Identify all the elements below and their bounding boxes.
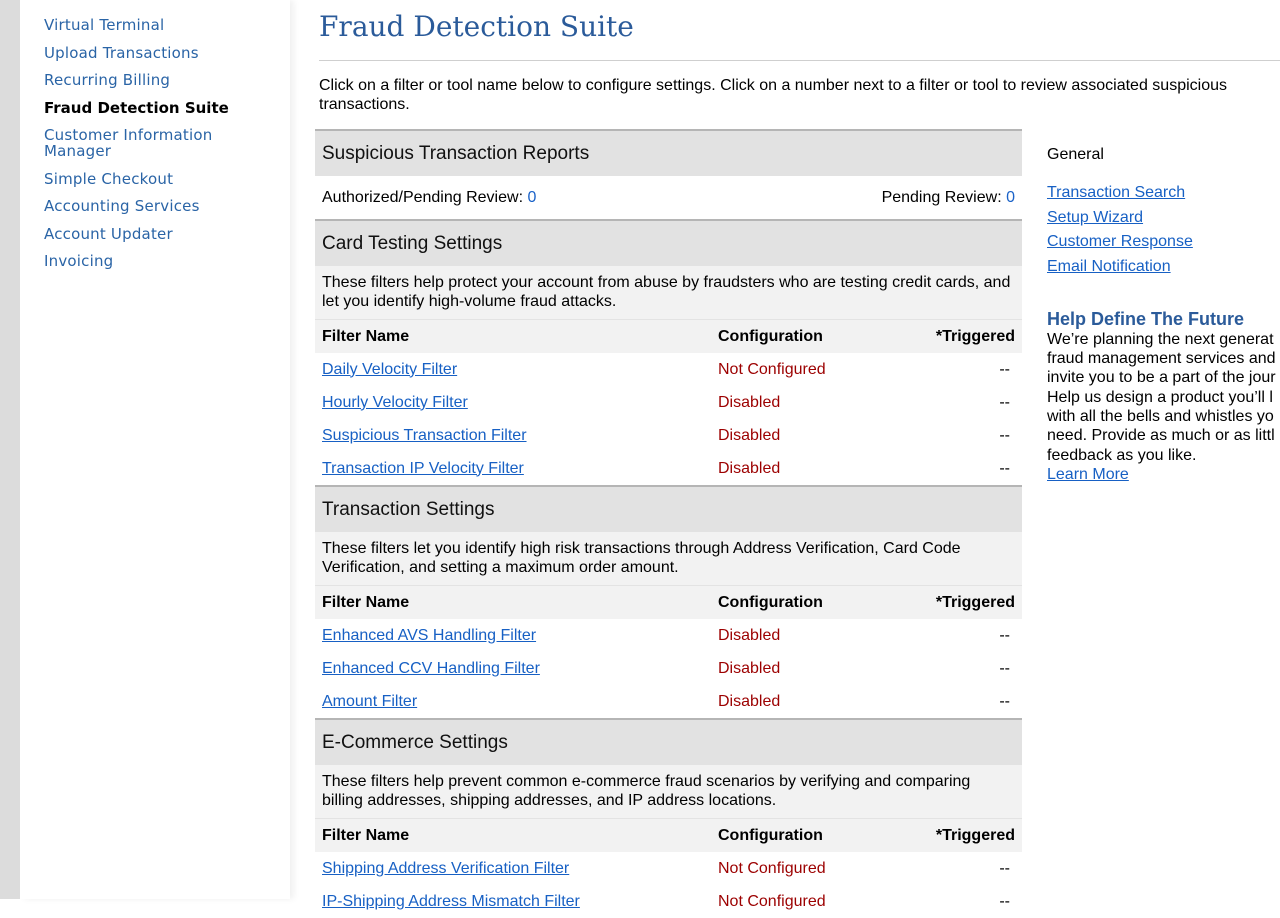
sidebar-item-invoicing[interactable] bbox=[44, 253, 290, 269]
filter-triggered-count: -- bbox=[999, 426, 1010, 444]
sidebar-item-account-updater[interactable] bbox=[44, 226, 290, 242]
learn-more-link[interactable]: Learn More bbox=[1047, 465, 1129, 483]
table-row bbox=[315, 885, 1022, 918]
filter-triggered-count: -- bbox=[925, 685, 1022, 719]
filter-config-status: Disabled bbox=[711, 685, 925, 719]
authorized-pending-count-link[interactable]: 0 bbox=[527, 188, 537, 206]
sidebar-item-label[interactable]: Accounting Services bbox=[44, 197, 200, 215]
filter-config-status: Not Configured bbox=[718, 360, 826, 378]
sidebar-item-label[interactable]: Customer Information Manager bbox=[44, 126, 213, 160]
sidebar-item-fraud-detection-suite[interactable] bbox=[44, 100, 290, 116]
column-header-configuration: Configuration bbox=[711, 586, 925, 620]
transaction-settings-description: These filters let you identify high risk transactions through Address Verification, Card Code Verification, and setting a maximum order amount. bbox=[315, 532, 1022, 585]
filter-triggered-count: -- bbox=[999, 626, 1010, 644]
authorized-pending-label: Authorized/Pending Review: bbox=[322, 188, 524, 206]
card-testing-description: These filters help protect your account from abuse by fraudsters who are testing credit cards, and let you identify high-volume fraud attacks. bbox=[315, 266, 1022, 319]
page-title: Fraud Detection Suite bbox=[319, 10, 634, 43]
column-header-configuration: Configuration bbox=[711, 320, 925, 354]
sidebar-item-label[interactable]: Recurring Billing bbox=[44, 71, 171, 89]
sidebar-item-label[interactable]: Simple Checkout bbox=[44, 169, 174, 188]
column-header-triggered: *Triggered bbox=[925, 320, 1022, 354]
column-header-configuration: Configuration bbox=[711, 819, 925, 853]
transaction-search-link[interactable]: Transaction Search bbox=[1047, 184, 1186, 201]
help-define-future-title: Help Define The Future bbox=[1047, 308, 1245, 329]
filter-link-shipping-address-verification[interactable]: Shipping Address Verification Filter bbox=[322, 859, 570, 877]
table-row bbox=[315, 685, 1022, 719]
filter-link-ip-shipping-mismatch[interactable]: IP-Shipping Address Mismatch Filter bbox=[322, 892, 580, 910]
help-text-line: fraud management services and bbox=[1047, 350, 1276, 368]
sidebar-nav bbox=[20, 0, 290, 899]
authorized-pending-review bbox=[322, 189, 536, 207]
general-links bbox=[1047, 181, 1280, 280]
ecommerce-settings-header: E-Commerce Settings bbox=[315, 720, 1022, 765]
filter-link-transaction-ip-velocity[interactable]: Transaction IP Velocity Filter bbox=[322, 459, 524, 477]
table-row bbox=[315, 452, 1022, 486]
table-header-row bbox=[315, 819, 1022, 853]
help-text-line: with all the bells and whistles yo bbox=[1047, 408, 1274, 425]
reports-header: Suspicious Transaction Reports bbox=[315, 131, 1022, 176]
table-row bbox=[315, 419, 1022, 452]
filter-triggered-count: -- bbox=[999, 892, 1010, 910]
sidebar-item-simple-checkout[interactable] bbox=[44, 171, 290, 187]
email-notification-link[interactable]: Email Notification bbox=[1047, 258, 1171, 276]
table-row bbox=[315, 652, 1022, 685]
sidebar-item-label[interactable]: Upload Transactions bbox=[44, 43, 199, 62]
sidebar-item-label[interactable]: Virtual Terminal bbox=[44, 16, 165, 34]
help-text-line: invite you to be a part of the jour bbox=[1047, 369, 1276, 387]
sidebar-item-upload-transactions[interactable] bbox=[44, 45, 290, 61]
filter-link-hourly-velocity[interactable]: Hourly Velocity Filter bbox=[322, 393, 468, 411]
table-row bbox=[315, 619, 1022, 652]
help-text-line: Help us design a product you’ll l bbox=[1047, 388, 1273, 406]
sidebar-item-virtual-terminal[interactable] bbox=[44, 17, 290, 33]
column-header-filter-name: Filter Name bbox=[315, 819, 711, 853]
filter-config-status: Disabled bbox=[718, 626, 781, 644]
column-header-triggered: *Triggered bbox=[925, 819, 1022, 853]
column-header-filter-name: Filter Name bbox=[315, 320, 711, 354]
table-header-row bbox=[315, 320, 1022, 354]
pending-review bbox=[882, 189, 1015, 207]
filter-link-daily-velocity[interactable]: Daily Velocity Filter bbox=[322, 360, 458, 378]
card-testing-header: Card Testing Settings bbox=[315, 221, 1022, 266]
title-divider bbox=[319, 60, 1280, 61]
help-text-line: feedback as you like. bbox=[1047, 446, 1197, 464]
table-row bbox=[315, 852, 1022, 885]
filter-config-status: Disabled bbox=[718, 426, 781, 444]
pending-review-count-link[interactable]: 0 bbox=[1006, 188, 1015, 206]
right-column bbox=[1047, 145, 1280, 484]
transaction-settings-header: Transaction Settings bbox=[315, 487, 1022, 532]
filter-config-status: Not Configured bbox=[718, 859, 826, 877]
card-testing-table bbox=[315, 319, 1022, 487]
filter-link-enhanced-ccv[interactable]: Enhanced CCV Handling Filter bbox=[322, 659, 540, 677]
ecommerce-settings-table bbox=[315, 818, 1022, 918]
help-text-line: need. Provide as much or as littl bbox=[1047, 427, 1275, 445]
filter-link-enhanced-avs[interactable]: Enhanced AVS Handling Filter bbox=[322, 626, 537, 644]
customer-response-link[interactable]: Customer Response bbox=[1047, 233, 1193, 251]
intro-text: Click on a filter or tool name below to configure settings. Click on a number next to a filter or tool to review associated suspicious transactions. bbox=[319, 77, 1227, 113]
filter-config-status: Not Configured bbox=[718, 892, 826, 910]
transaction-settings-table bbox=[315, 585, 1022, 720]
sidebar-item-label: Fraud Detection Suite bbox=[44, 98, 229, 117]
help-text-line: We’re planning the next generat bbox=[1047, 330, 1274, 348]
filter-config-status: Disabled bbox=[711, 452, 925, 486]
sidebar-item-customer-information-manager[interactable] bbox=[44, 127, 224, 159]
sidebar-item-recurring-billing[interactable] bbox=[44, 72, 290, 88]
help-define-future-text bbox=[1047, 330, 1280, 465]
table-header-row bbox=[315, 586, 1022, 620]
filters-panel bbox=[315, 129, 1022, 918]
sidebar-item-label[interactable]: Invoicing bbox=[44, 252, 114, 270]
filter-triggered-count: -- bbox=[999, 393, 1010, 411]
sidebar-item-label[interactable]: Account Updater bbox=[44, 224, 173, 243]
table-row bbox=[315, 386, 1022, 419]
general-title: General bbox=[1047, 146, 1104, 163]
reports-row bbox=[315, 176, 1022, 221]
filter-triggered-count: -- bbox=[925, 452, 1022, 486]
sidebar-item-accounting-services[interactable] bbox=[44, 198, 290, 214]
column-header-filter-name: Filter Name bbox=[315, 586, 711, 620]
filter-config-status: Disabled bbox=[718, 659, 781, 677]
filter-triggered-count: -- bbox=[999, 360, 1010, 378]
setup-wizard-link[interactable]: Setup Wizard bbox=[1047, 208, 1144, 226]
pending-review-label: Pending Review: bbox=[881, 188, 1002, 206]
ecommerce-settings-description: These filters help prevent common e-commerce fraud scenarios by verifying and comparing billing addresses, shipping addresses, and IP address locations. bbox=[315, 765, 1022, 818]
filter-config-status: Disabled bbox=[718, 393, 781, 411]
filter-link-suspicious-transaction[interactable]: Suspicious Transaction Filter bbox=[322, 426, 527, 444]
column-header-triggered: *Triggered bbox=[925, 586, 1022, 620]
filter-triggered-count: -- bbox=[999, 659, 1010, 677]
window-edge bbox=[0, 0, 20, 899]
filter-triggered-count: -- bbox=[999, 859, 1010, 877]
filter-link-amount[interactable]: Amount Filter bbox=[322, 692, 418, 710]
table-row bbox=[315, 353, 1022, 386]
